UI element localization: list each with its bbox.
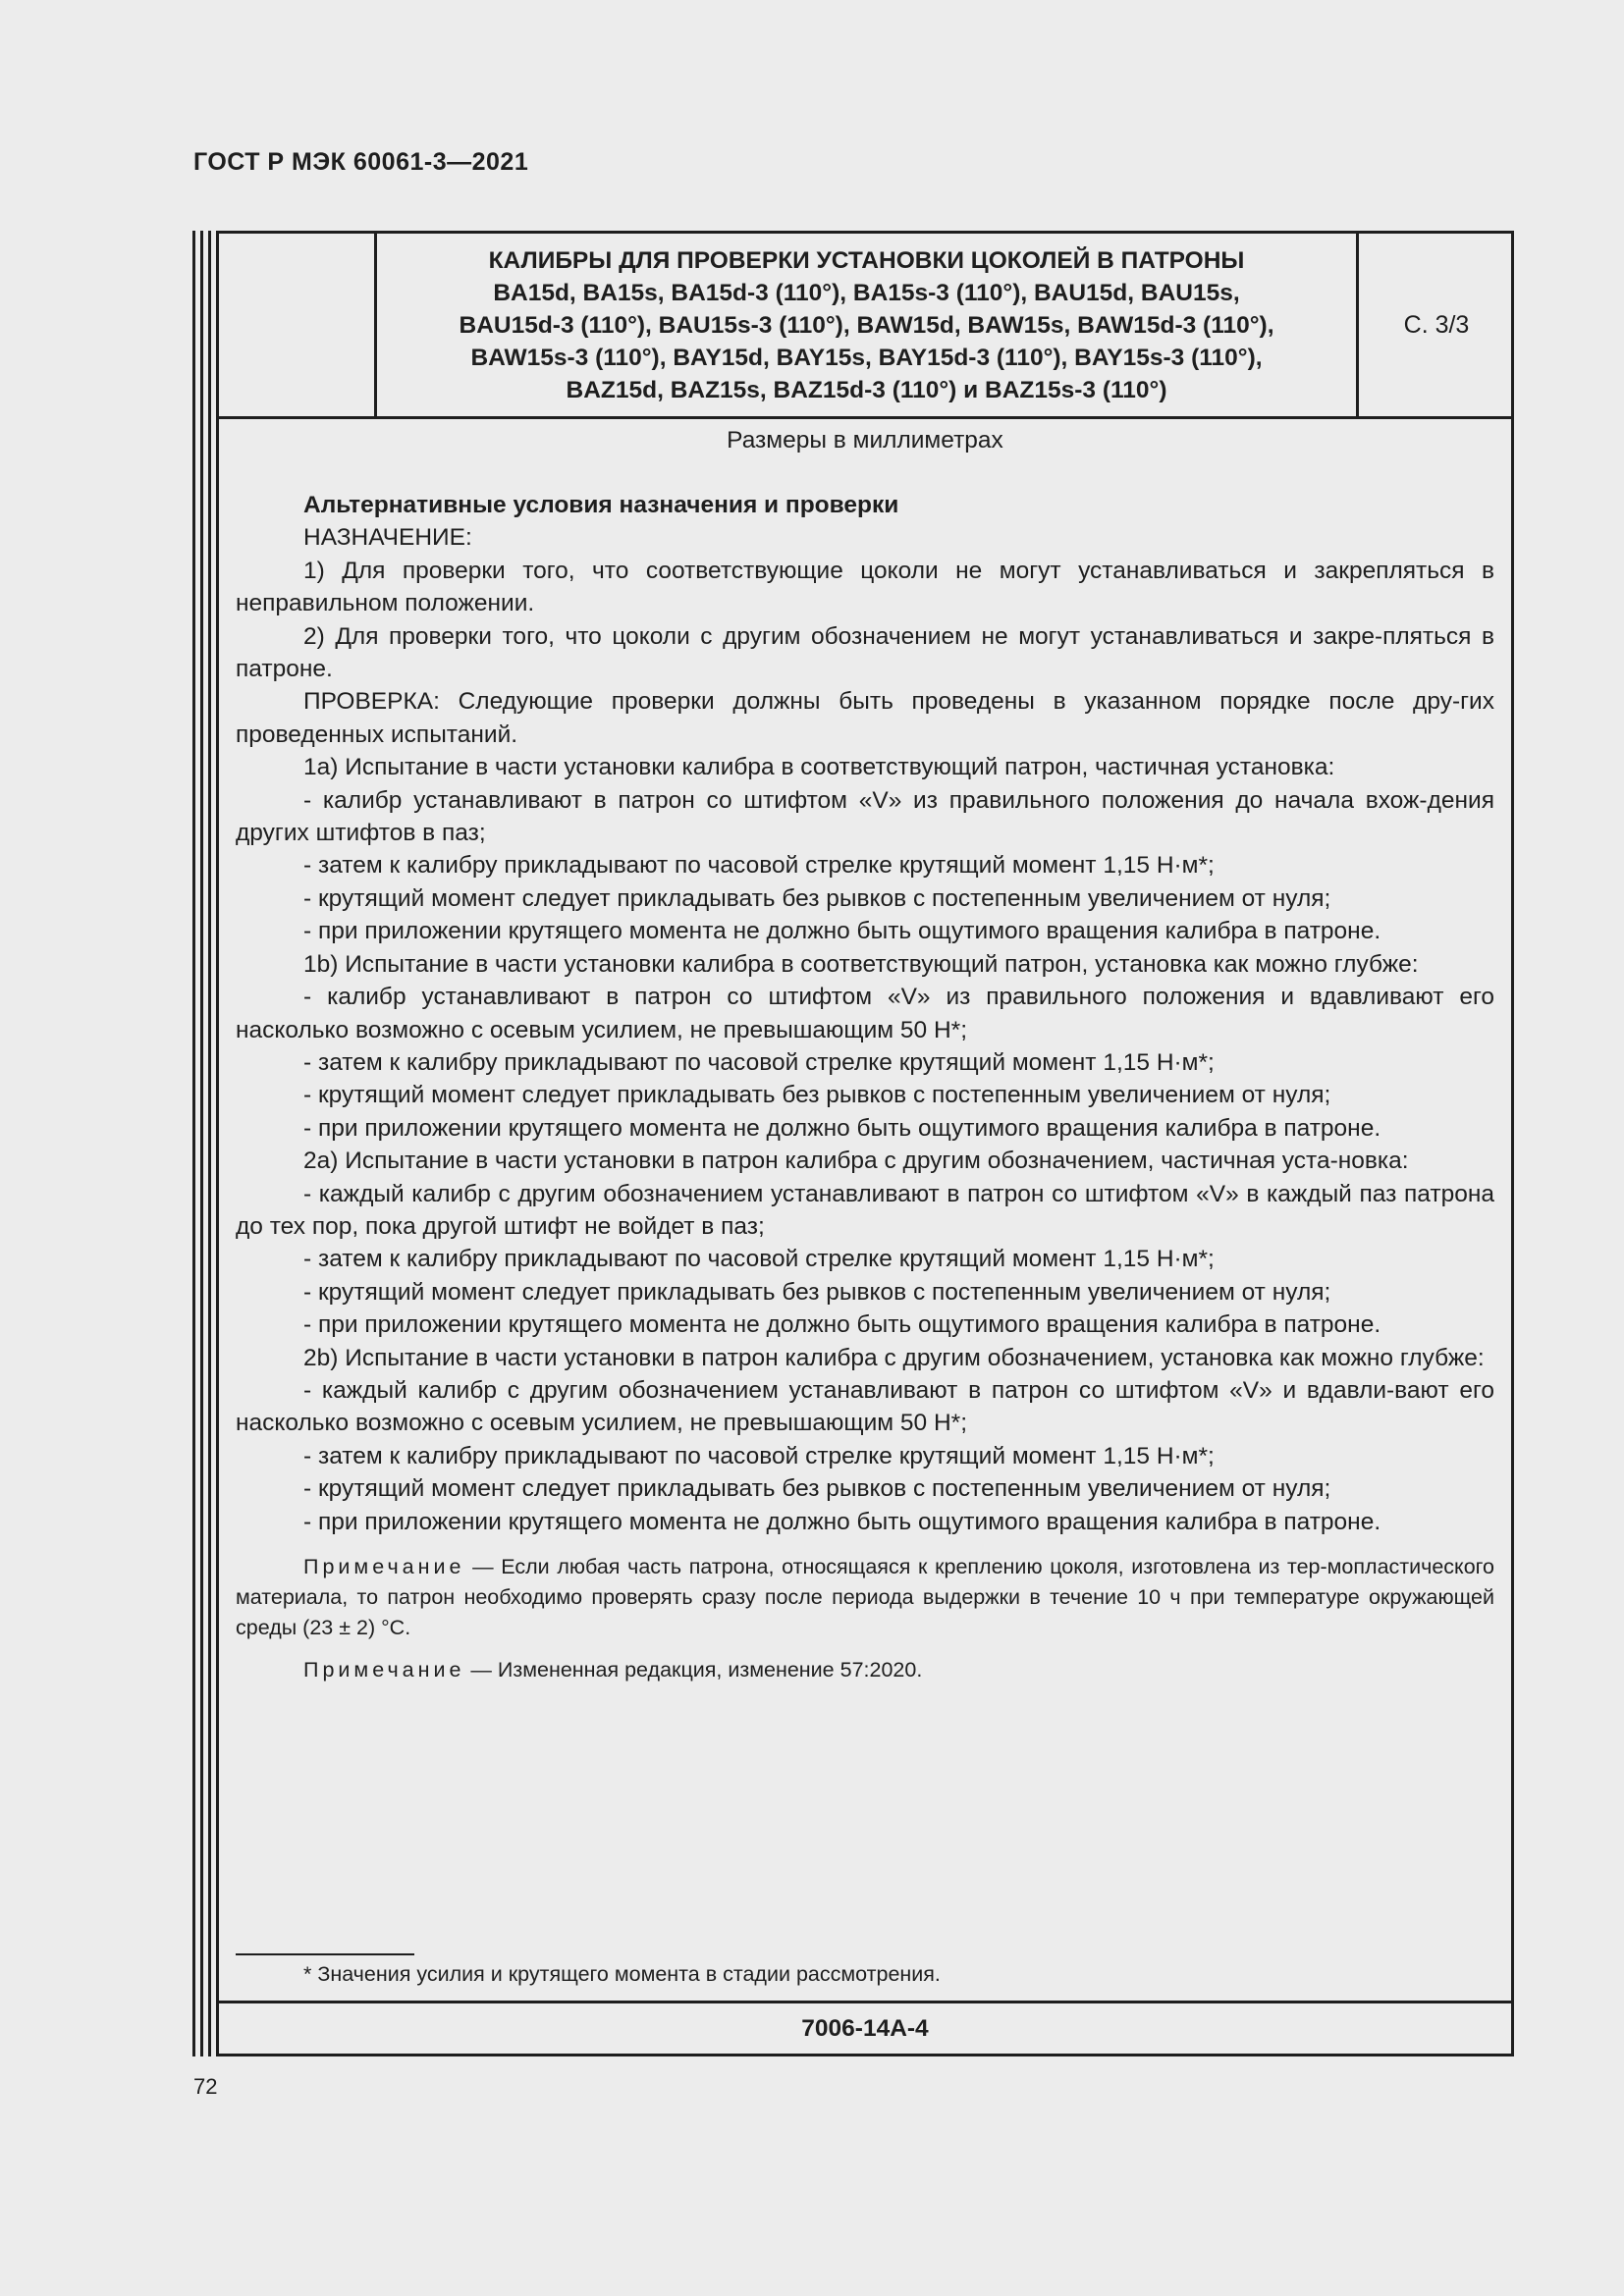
paragraph: - при приложении крутящего момента не должно быть ощутимого вращения калибра в патроне. [303, 1508, 1381, 1535]
paragraph: 1a) Испытание в части установки калибра в соответствующий патрон, частичная установка: [303, 754, 1335, 781]
document-header: ГОСТ Р МЭК 60061-3—2021 [193, 148, 529, 176]
paragraph: - каждый калибр с другим обозначением устанавливают в патрон со штифтом «V» и вдавли-вают его насколько возможно с осевым усилием, не превышающим 50 Н*; [236, 1376, 1494, 1437]
paragraph: - затем к калибру прикладывают по часовой стрелке крутящий момент 1,15 Н·м*; [303, 1442, 1215, 1469]
page-number: 72 [193, 2074, 218, 2099]
paragraph: - крутящий момент следует прикладывать без рывков с постепенным увеличением от нуля; [303, 1082, 1331, 1109]
paragraph: - крутящий момент следует прикладывать без рывков с постепенным увеличением от нуля; [303, 1278, 1331, 1306]
note-label: Примечание [303, 1555, 465, 1578]
paragraph: 1) Для проверки того, что соответствующие цоколи не могут устанавливаться и закрепляться в неправильном положении. [236, 557, 1494, 617]
paragraph: - калибр устанавливают в патрон со штифтом «V» из правильного положения и вдавливают его насколько возможно с осевым усилием, не превышающим 50 Н*; [236, 984, 1494, 1043]
paragraph: - затем к калибру прикладывают по часовой стрелке крутящий момент 1,15 Н·м*; [303, 852, 1215, 880]
title-block [219, 234, 1511, 419]
title-line: BA15d, BA15s, BA15d-3 (110°), BA15s-3 (110°), BAU15d, BAU15s, [493, 279, 1240, 306]
paragraph: - при приложении крутящего момента не должно быть ощутимого вращения калибра в патроне. [303, 1311, 1381, 1339]
sheet-frame [216, 231, 1514, 2056]
paragraph: - при приложении крутящего момента не должно быть ощутимого вращения калибра в патроне. [303, 1114, 1381, 1142]
sheet-code: 7006-14A-4 [219, 2001, 1511, 2054]
sheet-number: С. 3/3 [1403, 310, 1470, 339]
note-2 [236, 1655, 1494, 1685]
paragraph: - затем к калибру прикладывают по часовой стрелке крутящий момент 1,15 Н·м*; [303, 1048, 1215, 1076]
paragraph: 2) Для проверки того, что цоколи с другим обозначением не могут устанавливаться и закре-пляться в патроне. [236, 622, 1494, 683]
title-center-cell [377, 234, 1359, 416]
paragraph: - затем к калибру прикладывают по часовой стрелке крутящий момент 1,15 Н·м*; [303, 1246, 1215, 1273]
paragraph: - при приложении крутящего момента не должно быть ощутимого вращения калибра в патроне. [303, 918, 1381, 945]
paragraph: - каждый калибр с другим обозначением устанавливают в патрон со штифтом «V» в каждый паз патрона до тех пор, пока другой штифт не войдет в паз; [236, 1180, 1494, 1240]
paragraph: - крутящий момент следует прикладывать без рывков с постепенным увеличением от нуля; [303, 884, 1331, 912]
units-note: Размеры в миллиметрах [727, 427, 1003, 454]
note-text: — Измененная редакция, изменение 57:2020. [464, 1658, 923, 1682]
title-line: КАЛИБРЫ ДЛЯ ПРОВЕРКИ УСТАНОВКИ ЦОКОЛЕЙ В ПАТРОНЫ [488, 246, 1245, 274]
binding-line-middle [200, 231, 203, 2056]
binding-line-outer [192, 231, 195, 2056]
section-heading: Альтернативные условия назначения и проверки [303, 492, 899, 518]
note-label: Примечание [303, 1658, 465, 1682]
footnote: * Значения усилия и крутящего момента в стадии рассмотрения. [303, 1962, 941, 1986]
paragraph: 2a) Испытание в части установки в патрон калибра с другим обозначением, частичная уста-новка: [303, 1148, 1409, 1175]
binding-line-inner [208, 231, 211, 2056]
paragraph: 1b) Испытание в части установки калибра в соответствующий патрон, установка как можно глубже: [303, 950, 1419, 978]
body-text [236, 489, 1494, 1685]
title-line: BAW15s-3 (110°), BAY15d, BAY15s, BAY15d-3 (110°), BAY15s-3 (110°), [470, 344, 1263, 371]
note-1 [236, 1552, 1494, 1643]
footnote-rule [236, 1953, 414, 1955]
paragraph: ПРОВЕРКА: Следующие проверки должны быть проведены в указанном порядке после дру-гих проведенных испытаний. [236, 688, 1494, 748]
paragraph: 2b) Испытание в части установки в патрон калибра с другим обозначением, установка как можно глубже: [303, 1344, 1485, 1371]
paragraph: - крутящий момент следует прикладывать без рывков с постепенным увеличением от нуля; [303, 1475, 1331, 1503]
title-line: BAU15d-3 (110°), BAU15s-3 (110°), BAW15d, BAW15s, BAW15d-3 (110°), [459, 311, 1274, 339]
note-text: — Если любая часть патрона, относящаяся к креплению цоколя, изготовлена из тер-мопластического материала, то патрон необходимо проверять сразу после периода выдержки в течение 10 ч при температуре окружающей среды (23 ± 2) °С. [236, 1555, 1494, 1639]
title-line: BAZ15d, BAZ15s, BAZ15d-3 (110°) и BAZ15s-3 (110°) [566, 376, 1167, 403]
title-left-cell [219, 234, 377, 416]
paragraph: НАЗНАЧЕНИЕ: [303, 524, 472, 552]
paragraph: - калибр устанавливают в патрон со штифтом «V» из правильного положения до начала вхож-дения других штифтов в паз; [236, 786, 1494, 847]
